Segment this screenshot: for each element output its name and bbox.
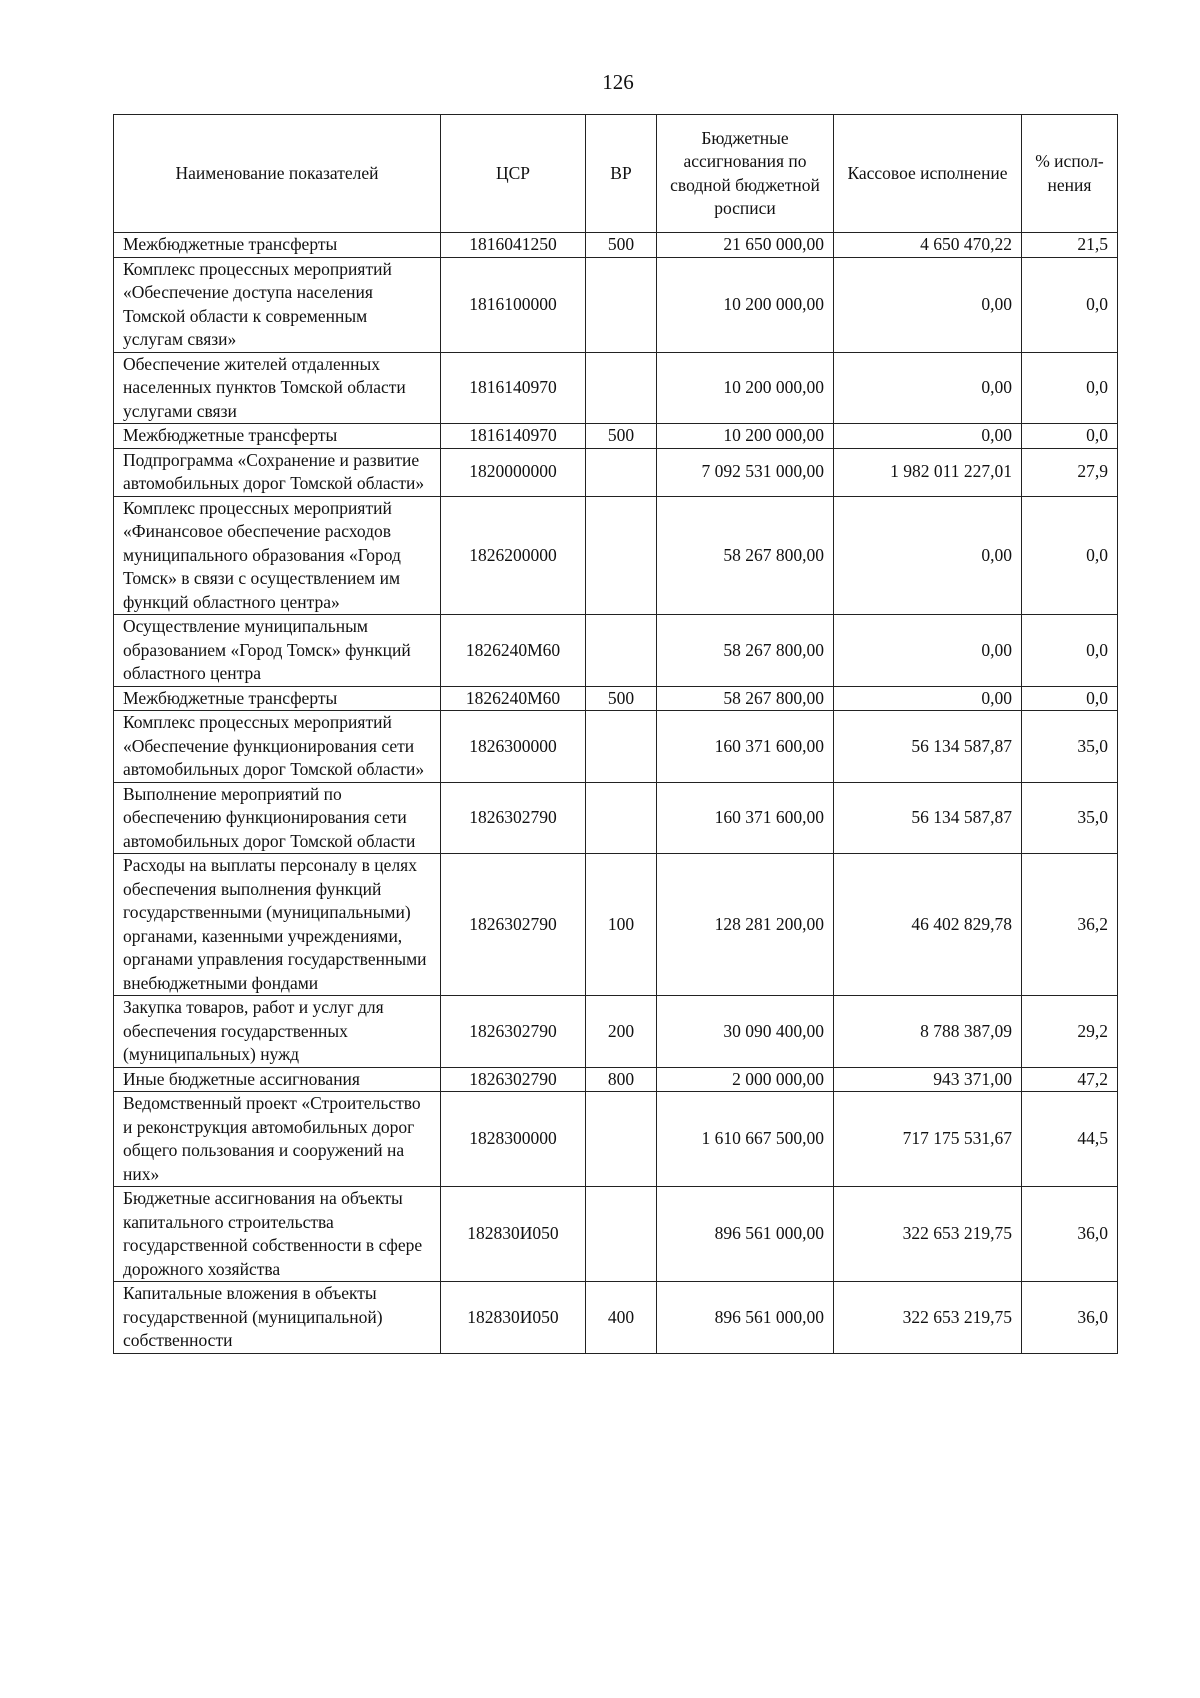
table-row [114, 448, 1118, 496]
row-name: Ведомственный проект «Строительство и реконструкция автомобильных дорог общего пользования и сооружений на них» [114, 1092, 441, 1187]
row-cash: 0,00 [834, 615, 1022, 687]
row-vr: 400 [586, 1282, 657, 1354]
table-row [114, 233, 1118, 258]
row-budget: 896 561 000,00 [657, 1282, 834, 1354]
header-csr: ЦСР [441, 115, 586, 233]
row-vr: 500 [586, 233, 657, 258]
row-cash: 56 134 587,87 [834, 782, 1022, 854]
row-budget: 58 267 800,00 [657, 496, 834, 615]
row-csr: 1826240М60 [441, 615, 586, 687]
row-csr: 1816100000 [441, 257, 586, 352]
row-cash: 322 653 219,75 [834, 1187, 1022, 1282]
row-percent: 0,0 [1022, 352, 1118, 424]
row-budget: 30 090 400,00 [657, 996, 834, 1068]
row-name: Межбюджетные трансферты [114, 424, 441, 449]
row-budget: 1 610 667 500,00 [657, 1092, 834, 1187]
header-percent: % испол-нения [1022, 115, 1118, 233]
table-row [114, 615, 1118, 687]
row-vr: 800 [586, 1067, 657, 1092]
row-vr [586, 257, 657, 352]
row-name: Комплекс процессных мероприятий «Обеспечение функционирования сети автомобильных дорог Томской области» [114, 711, 441, 783]
row-vr [586, 1092, 657, 1187]
table-row [114, 352, 1118, 424]
row-name: Бюджетные ассигнования на объекты капитального строительства государственной собственности в сфере дорожного хозяйства [114, 1187, 441, 1282]
row-budget: 10 200 000,00 [657, 257, 834, 352]
header-name: Наименование показателей [114, 115, 441, 233]
row-budget: 160 371 600,00 [657, 782, 834, 854]
row-name: Комплекс процессных мероприятий «Финансовое обеспечение расходов муниципального образования «Город Томск» в связи с осуществлением им функций областного центра» [114, 496, 441, 615]
row-csr: 1826302790 [441, 782, 586, 854]
row-vr [586, 496, 657, 615]
row-csr: 1826302790 [441, 1067, 586, 1092]
row-name: Обеспечение жителей отдаленных населенных пунктов Томской области услугами связи [114, 352, 441, 424]
row-vr [586, 448, 657, 496]
row-name: Расходы на выплаты персоналу в целях обеспечения выполнения функций государственными (муниципальными) органами, казенными учреждениями, органами управления государственными внебюджетными фондами [114, 854, 441, 996]
row-budget: 128 281 200,00 [657, 854, 834, 996]
row-cash: 0,00 [834, 424, 1022, 449]
row-budget: 10 200 000,00 [657, 352, 834, 424]
row-vr [586, 1187, 657, 1282]
header-budget: Бюджетные ассигнования по сводной бюджетной росписи [657, 115, 834, 233]
row-cash: 0,00 [834, 352, 1022, 424]
row-cash: 0,00 [834, 496, 1022, 615]
row-name: Осуществление муниципальным образованием «Город Томск» функций областного центра [114, 615, 441, 687]
row-budget: 7 092 531 000,00 [657, 448, 834, 496]
row-csr: 182830И050 [441, 1282, 586, 1354]
table-row [114, 1187, 1118, 1282]
table-row [114, 257, 1118, 352]
row-vr: 500 [586, 424, 657, 449]
row-percent: 35,0 [1022, 782, 1118, 854]
row-percent: 0,0 [1022, 615, 1118, 687]
row-name: Выполнение мероприятий по обеспечению функционирования сети автомобильных дорог Томской области [114, 782, 441, 854]
row-percent: 0,0 [1022, 686, 1118, 711]
row-percent: 35,0 [1022, 711, 1118, 783]
row-budget: 10 200 000,00 [657, 424, 834, 449]
row-percent: 47,2 [1022, 1067, 1118, 1092]
row-cash: 717 175 531,67 [834, 1092, 1022, 1187]
table-row [114, 496, 1118, 615]
table-row [114, 686, 1118, 711]
row-name: Подпрограмма «Сохранение и развитие автомобильных дорог Томской области» [114, 448, 441, 496]
row-name: Межбюджетные трансферты [114, 686, 441, 711]
row-percent: 36,2 [1022, 854, 1118, 996]
row-percent: 27,9 [1022, 448, 1118, 496]
row-csr: 1826200000 [441, 496, 586, 615]
row-percent: 21,5 [1022, 233, 1118, 258]
row-budget: 58 267 800,00 [657, 686, 834, 711]
table-row [114, 1067, 1118, 1092]
row-csr: 1820000000 [441, 448, 586, 496]
table-header-row [114, 115, 1118, 233]
row-cash: 0,00 [834, 257, 1022, 352]
row-budget: 160 371 600,00 [657, 711, 834, 783]
row-budget: 896 561 000,00 [657, 1187, 834, 1282]
row-cash: 4 650 470,22 [834, 233, 1022, 258]
header-vr: ВР [586, 115, 657, 233]
row-name: Иные бюджетные ассигнования [114, 1067, 441, 1092]
row-cash: 1 982 011 227,01 [834, 448, 1022, 496]
row-name: Капитальные вложения в объекты государственной (муниципальной) собственности [114, 1282, 441, 1354]
table-row [114, 1282, 1118, 1354]
row-name: Закупка товаров, работ и услуг для обеспечения государственных (муниципальных) нужд [114, 996, 441, 1068]
row-cash: 0,00 [834, 686, 1022, 711]
row-vr [586, 352, 657, 424]
row-csr: 182830И050 [441, 1187, 586, 1282]
row-percent: 0,0 [1022, 424, 1118, 449]
row-csr: 1826300000 [441, 711, 586, 783]
table-row [114, 424, 1118, 449]
row-name: Комплекс процессных мероприятий «Обеспечение доступа населения Томской области к современным услугам связи» [114, 257, 441, 352]
row-percent: 29,2 [1022, 996, 1118, 1068]
row-percent: 0,0 [1022, 257, 1118, 352]
budget-execution-table [113, 114, 1118, 1354]
row-budget: 58 267 800,00 [657, 615, 834, 687]
row-csr: 1816041250 [441, 233, 586, 258]
row-cash: 46 402 829,78 [834, 854, 1022, 996]
row-cash: 322 653 219,75 [834, 1282, 1022, 1354]
row-percent: 0,0 [1022, 496, 1118, 615]
row-csr: 1826302790 [441, 854, 586, 996]
row-percent: 36,0 [1022, 1187, 1118, 1282]
page-number: 126 [602, 70, 634, 94]
row-percent: 36,0 [1022, 1282, 1118, 1354]
row-vr [586, 711, 657, 783]
table-row [114, 1092, 1118, 1187]
row-percent: 44,5 [1022, 1092, 1118, 1187]
row-budget: 21 650 000,00 [657, 233, 834, 258]
table-row [114, 711, 1118, 783]
row-vr [586, 782, 657, 854]
row-budget: 2 000 000,00 [657, 1067, 834, 1092]
row-name: Межбюджетные трансферты [114, 233, 441, 258]
row-cash: 56 134 587,87 [834, 711, 1022, 783]
row-vr: 500 [586, 686, 657, 711]
row-vr [586, 615, 657, 687]
table-row [114, 854, 1118, 996]
row-csr: 1828300000 [441, 1092, 586, 1187]
row-cash: 8 788 387,09 [834, 996, 1022, 1068]
row-csr: 1816140970 [441, 424, 586, 449]
row-csr: 1816140970 [441, 352, 586, 424]
row-vr: 100 [586, 854, 657, 996]
row-csr: 1826240М60 [441, 686, 586, 711]
table-row [114, 996, 1118, 1068]
table-row [114, 782, 1118, 854]
row-vr: 200 [586, 996, 657, 1068]
row-csr: 1826302790 [441, 996, 586, 1068]
row-cash: 943 371,00 [834, 1067, 1022, 1092]
header-cash: Кассовое исполнение [834, 115, 1022, 233]
